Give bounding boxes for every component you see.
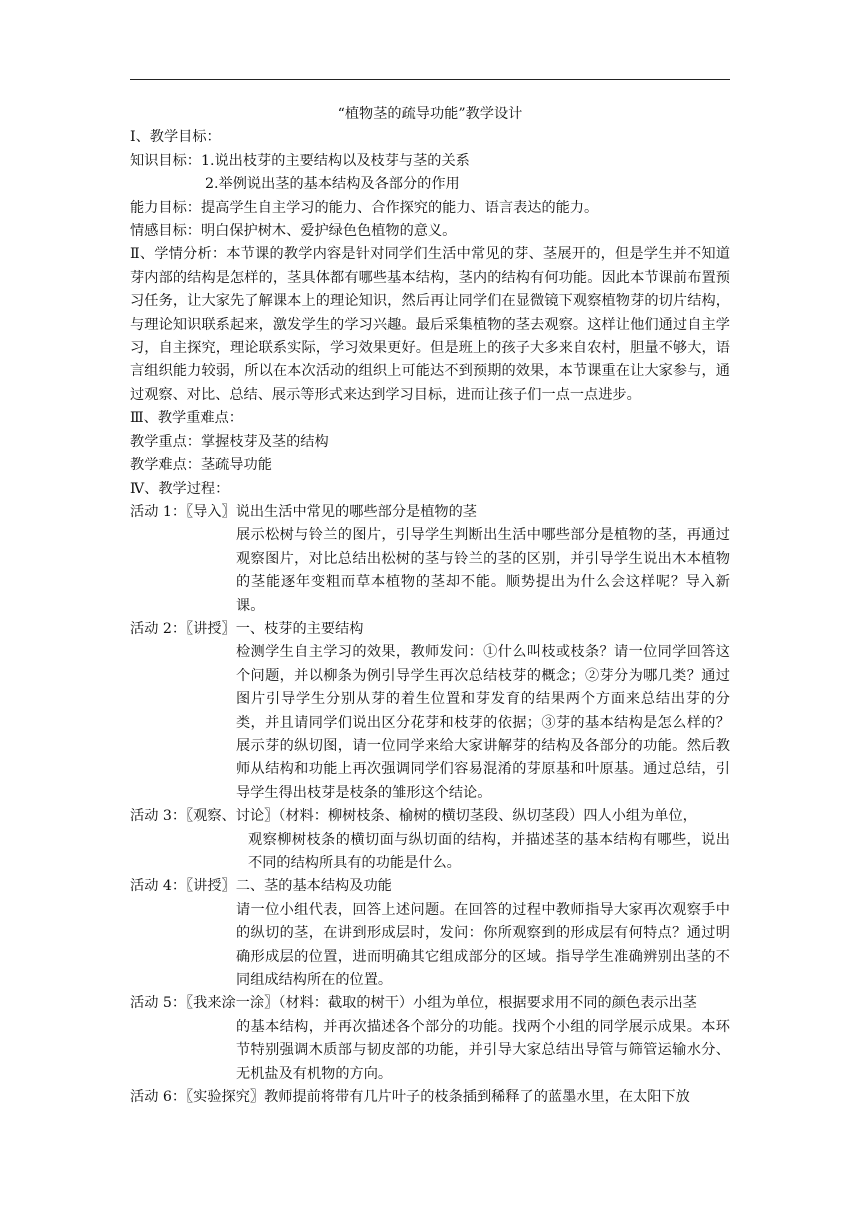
knowledge-goal-2: 2.举例说出茎的基本结构及各部分的作用 — [205, 176, 460, 193]
activity-3-body: 观察柳树枝条的横切面与纵切面的结构，并描述茎的基本结构有哪些，说出不同的结构所具有的功能是什么。 — [248, 831, 730, 871]
activity-2-heading: 活动 2：〖讲授〗一、枝芽的主要结构 — [130, 620, 364, 637]
activity-1-heading: 活动 1：〖导入〗说出生活中常见的哪些部分是植物的茎 — [130, 503, 477, 520]
activity-3-heading: 活动 3：〖观察、讨论〗（材料：柳树枝条、榆树的横切茎段、纵切茎段）四人小组为单位， — [130, 808, 697, 825]
emotion-goal-label: 情感目标： — [130, 223, 201, 240]
activity-5-heading: 活动 5：〖我来涂一涂〗（材料：截取的树干）小组为单位，根据要求用不同的颜色表示出茎 — [130, 995, 697, 1012]
ability-goal-label: 能力目标： — [130, 199, 201, 216]
document-body — [130, 103, 730, 1109]
emotion-goal — [130, 220, 730, 243]
document-title: “植物茎的疏导功能”教学设计 — [337, 106, 523, 122]
header-rule — [130, 79, 730, 80]
difficult-point-label: 教学难点： — [130, 457, 201, 474]
activity-5-body: 的基本结构，并再次描述各个部分的功能。找两个小组的同学展示成果。本环节特别强调木质部与韧皮部的功能，并引导大家总结出导管与筛管运输水分、无机盐及有机物的方向。 — [236, 1018, 730, 1082]
activity-4-heading: 活动 4：〖讲授〗二、茎的基本结构及功能 — [130, 878, 392, 895]
difficult-point-text: 茎疏导功能 — [200, 457, 272, 474]
section-analysis-text: 本节课的教学内容是针对同学们生活中常见的芽、茎展开的，但是学生并不知道芽内部的结构是怎样的，茎具体都有哪些基本结构，茎内的结构有何功能。因此本节课前布置预习任务，让大家先了解课本上的理论知识，然后再让同学们在显微镜下观察植物芽的切片结构，与理论知识联系起来，激发学生的学习兴趣。最后采集植物的茎去观察。这样让他们通过自主学习，自主探究，理论联系实际，学习效果更好。但是班上的孩子大多来自农村，胆量不够大，语言组织能力较弱，所以在本次活动的组织上可能达不到预期的效果，本节课重在让大家参与，通过观察、对比、总结、展示等形式来达到学习目标，进而让孩子们一点一点进步。 — [130, 246, 730, 403]
knowledge-goal-text-1: 1.说出枝芽的主要结构以及枝芽与茎的关系 — [200, 152, 470, 169]
section-objectives-heading: Ⅰ、教学目标： — [130, 129, 221, 146]
section-process-heading: Ⅳ、教学过程： — [130, 480, 230, 497]
key-point-text: 掌握枝芽及茎的结构 — [200, 433, 329, 450]
activity-2-body: 检测学生自主学习的效果，教师发问：①什么叫枝或枝条？请一位同学回答这个问题，并以柳条为例引导学生再次总结枝芽的概念；②芽分为哪几类？通过图片引导学生分别从芽的着生位置和芽发育的结果两个方面来总结出芽的分类，并且请同学们说出区分花芽和枝芽的依据；③芽的基本结构是怎么样的？展示芽的纵切图，请一位同学来给大家讲解芽的结构及各部分的功能。然后教师从结构和功能上再次强调同学们容易混淆的芽原基和叶原基。通过总结，引导学生得出枝芽是枝条的雏形这个结论。 — [236, 644, 730, 801]
section-analysis — [130, 243, 730, 407]
key-point — [130, 431, 730, 454]
activity-1-body: 展示松树与铃兰的图片，引导学生判断出生活中哪些部分是植物的茎，再通过观察图片，对比总结出松树的茎与铃兰的茎的区别，并引导学生说出木本植物的茎能逐年变粗而草本植物的茎却不能。顺势提出为什么会这样呢？导入新课。 — [236, 527, 730, 614]
knowledge-goal-label: 知识目标： — [130, 152, 201, 169]
ability-goal — [130, 197, 730, 220]
section-analysis-heading: Ⅱ、学情分析： — [130, 246, 227, 263]
activity-6-heading: 活动 6：〖实验探究〗教师提前将带有几片叶子的枝条插到稀释了的蓝墨水里，在太阳下放 — [130, 1089, 690, 1106]
emotion-goal-text: 明白保护树木、爱护绿色色植物的意义。 — [200, 223, 457, 240]
difficult-point — [130, 454, 730, 477]
section-keypoints-heading: Ⅲ、教学重难点： — [130, 410, 243, 427]
activity-4-body: 请一位小组代表，回答上述问题。在回答的过程中教师指导大家再次观察手中的纵切的茎，在讲到形成层时，发问：你所观察到的形成层有何特点？通过明确形成层的位置，进而明确其它组成部分的区域。指导学生准确辨别出茎的不同组成结构所在的位置。 — [236, 901, 730, 989]
ability-goal-text: 提高学生自主学习的能力、合作探究的能力、语言表达的能力。 — [200, 199, 599, 216]
key-point-label: 教学重点： — [130, 433, 201, 450]
knowledge-goal-1 — [130, 150, 730, 173]
